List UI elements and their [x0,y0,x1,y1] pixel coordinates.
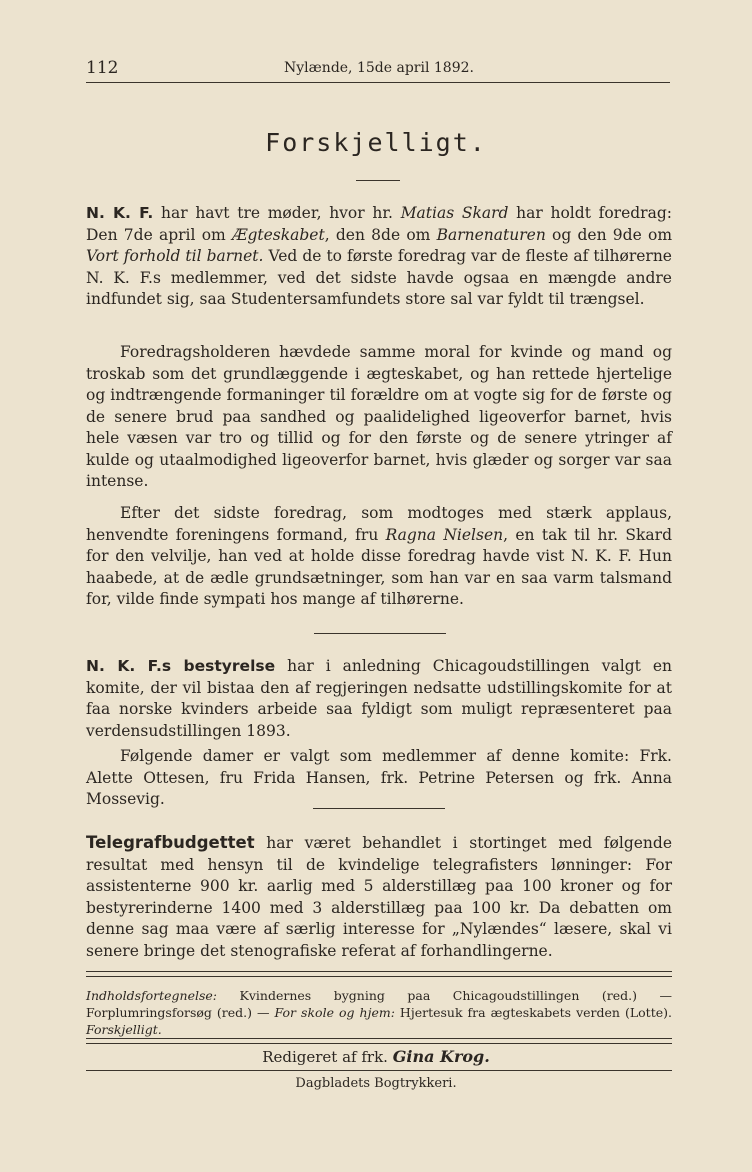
toc-rule-top [86,971,672,977]
lecture-topic-2: Barnenaturen [436,225,546,244]
telegraph-paragraph: Telegrafbudgettet har været behandlet i stortinget med følgende resultat med hensyn til de kvindelige telegrafisters lønninger: For assistenterne 900 kr. aarlig med 5 alderstillæg paa 100 kroner og for bestyrerinderne 1400 med 3 alderstillæg paa 100 kr. Da debatten om denne sag maa være af særlig interesse for „Nylændes“ læsere, skal vi senere bringe det stenografiske referat af forhandlingerne. [86,833,672,960]
toc-rule-bottom [86,1038,672,1044]
toc-item-misc: Forskjelligt. [86,1022,162,1037]
title-divider [356,180,400,181]
telegraph-lead: Telegrafbudgettet [86,833,255,852]
printer-line: Dagbladets Bogtrykkeri. [295,1076,457,1091]
running-title: Nylænde, 15de april 1892. [284,60,474,76]
header-rule [86,82,670,83]
speaker-name: Matias Skard [400,204,509,222]
page-number: 112 [86,58,119,78]
nkf-lead: N. K. F. [86,204,154,222]
nkf-paragraph-2: Foredragsholderen hævdede samme moral for kvinde og mand og troskab som det grundlæggende i ægteskabet, og han rettede hjertelige og indtrængende formaninger til forældre om at vogte sig for de første og de senere brud paa sandhed og paalidelighed ligeoverfor barnet, hvis hele væsen var tro og tillid og for den første og de senere ytringer af kulde og utaalmodighed ligeoverfor barnet, hvis glæder og sorger var saa intense. [86,343,672,490]
lecture-topic-1: Ægteskabet [231,225,325,244]
footer-rule [86,1070,672,1071]
editor-line: Redigeret af frk. Gina Krog. [262,1047,490,1066]
section-title: Forskjelligt. [265,128,487,157]
board-paragraph-1: N. K. F.s bestyrelse har i anledning Chicagoudstillingen valgt en komite, der vil bistaa den af regjeringen nedsatte udstillingskomite for at faa norske kvinders arbeide saa fyldigt som muligt repræsenteret paa verdensudstillingen 1893. [86,657,672,740]
chair-name: Ragna Nielsen [385,525,504,544]
nkf-paragraph-3: Efter det sidste foredrag, som modtoges med stærk applaus, henvendte foreningens formand, fru Ragna Nielsen, en tak til hr. Skard for den velvilje, han ved at holde disse foredrag havde vist N. K. F. Hun haabede, at de ædle grundsætninger, som han var en saa varm talsmand for, vilde finde sympati hos mange af tilhørerne. [86,504,672,608]
lecture-topic-3: Vort forhold til barnet. [86,247,264,265]
editor-name: Gina Krog. [392,1047,490,1066]
article-divider-1 [314,633,446,634]
board-paragraph-2: Følgende damer er valgt som medlemmer af denne komite: Frk. Alette Ottesen, fru Frida Hansen, frk. Petrine Petersen og frk. Anna Mossevig. [86,747,672,808]
nkf-paragraph-1: N. K. F. har havt tre møder, hvor hr. Matias Skard har holdt foredrag: Den 7de april om Ægteskabet, den 8de om Barnenaturen og den 9de om Vort forhold til barnet. Ved de to første foredrag var de fleste af tilhørerne N. K. F.s medlemmer, ved det sidste havde ogsaa en mængde andre indfundet sig, saa Studentersamfundets store sal var fyldt til trængsel. [86,204,673,308]
board-lead: N. K. F.s bestyrelse [86,657,276,675]
toc-item-school: For skole og hjem: [274,1005,395,1020]
table-of-contents: Indholdsfortegnelse: Kvindernes bygning paa Chicagoudstillingen (red.) — Forplumringsforsøg (red.) — For skole og hjem: Hjertesuk fra ægteskabets verden (Lotte). Forskjelligt. [86,988,672,1037]
toc-label: Indholdsfortegnelse: [86,988,217,1003]
article-divider-2 [313,808,445,809]
page-header [86,58,670,84]
